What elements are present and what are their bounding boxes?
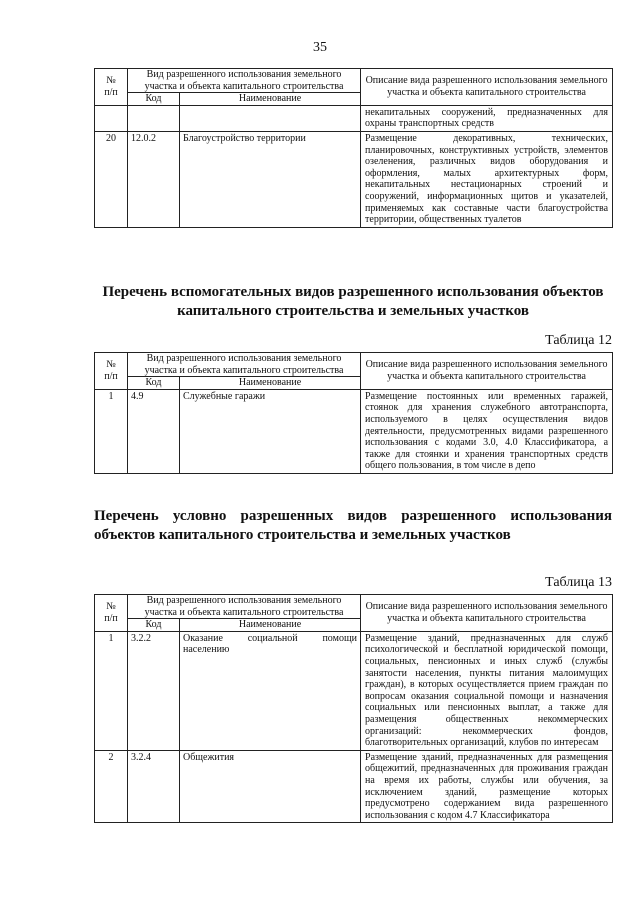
header-no: № п/п bbox=[95, 595, 128, 632]
header-description: Описание вида разрешенного использования земельного участка и объекта капитального строительства bbox=[361, 353, 613, 390]
header-no: № п/п bbox=[95, 353, 128, 390]
table-11-continuation bbox=[94, 68, 613, 228]
row-description: Размещение декоративных, технических, планировочных, конструктивных устройств, элементов озеленения, различных видов оборудования и оформления, малых архитектурных форм, некапитальных нестационарных строений и сооружений, информационных щитов и указателей, применяемых как составные части благоустройства территории, общественных туалетов bbox=[361, 131, 613, 227]
row-code: 3.2.2 bbox=[128, 631, 180, 750]
page-number: 35 bbox=[313, 40, 327, 55]
row-name: Общежития bbox=[180, 750, 361, 823]
row-code: 4.9 bbox=[128, 389, 180, 473]
row-description: Размещение постоянных или временных гаражей, стоянок для хранения служебного автотранспорта, используемого в целях осуществления видов деятельности, предусмотренных видами разрешенного использования с кодами 3.0, 4.0 Классификатора, а также для стоянки и хранения транспортных средств общего пользования, в том числе в депо bbox=[361, 389, 613, 473]
row-code: 12.0.2 bbox=[128, 131, 180, 227]
header-no: № п/п bbox=[95, 69, 128, 106]
row-name: Оказание социальной помощи населению bbox=[180, 631, 361, 750]
header-code: Код bbox=[128, 377, 180, 390]
table-row bbox=[95, 389, 613, 473]
header-group: Вид разрешенного использования земельного участка и объекта капитального строительства bbox=[128, 353, 361, 377]
row-description: Размещение зданий, предназначенных для служб психологической и бесплатной юридической помощи, социальных, пенсионных и иных служб (службы занятости населения, пункты питания малоимущих граждан), в которых осуществляется прием граждан по вопросам оказания социальной помощи и назначения социальных или пенсионных выплат, а также для размещения общественных некоммерческих организаций: некоммерческих фондов, благотворительных организаций, клубов по интересам bbox=[361, 631, 613, 750]
continuation-text: некапитальных сооружений, предназначенных для охраны транспортных средств bbox=[361, 105, 613, 131]
header-group: Вид разрешенного использования земельного участка и объекта капитального строительства bbox=[128, 595, 361, 619]
row-name: Служебные гаражи bbox=[180, 389, 361, 473]
header-code: Код bbox=[128, 93, 180, 106]
header-name: Наименование bbox=[180, 619, 361, 632]
section-heading-auxiliary: Перечень вспомогательных видов разрешенного использования объектов капитального строительства и земельных участков bbox=[102, 284, 604, 319]
table-row bbox=[95, 750, 613, 823]
row-no: 1 bbox=[95, 389, 128, 473]
row-no: 20 bbox=[95, 131, 128, 227]
table-12 bbox=[94, 352, 613, 474]
header-name: Наименование bbox=[180, 93, 361, 106]
header-group: Вид разрешенного использования земельного участка и объекта капитального строительства bbox=[128, 69, 361, 93]
row-description: Размещение зданий, предназначенных для размещения общежитий, предназначенных для проживания граждан на время их работы, службы или обучения, за исключением зданий, размещение которых предусмотрено содержанием вида разрешенного использования с кодом 4.7 Классификатора bbox=[361, 750, 613, 823]
header-description: Описание вида разрешенного использования земельного участка и объекта капитального строительства bbox=[361, 595, 613, 632]
table-row bbox=[95, 131, 613, 227]
table-label-13: Таблица 13 bbox=[545, 575, 612, 590]
table-label-12: Таблица 12 bbox=[545, 333, 612, 348]
row-code: 3.2.4 bbox=[128, 750, 180, 823]
header-name: Наименование bbox=[180, 377, 361, 390]
header-description: Описание вида разрешенного использования земельного участка и объекта капитального строительства bbox=[361, 69, 613, 106]
section-heading-conditional: Перечень условно разрешенных видов разрешенного использования объектов капитального строительства и земельных участков bbox=[94, 508, 612, 543]
row-no: 1 bbox=[95, 631, 128, 750]
header-code: Код bbox=[128, 619, 180, 632]
table-row bbox=[95, 631, 613, 750]
row-no: 2 bbox=[95, 750, 128, 823]
row-name: Благоустройство территории bbox=[180, 131, 361, 227]
table-13 bbox=[94, 594, 613, 823]
